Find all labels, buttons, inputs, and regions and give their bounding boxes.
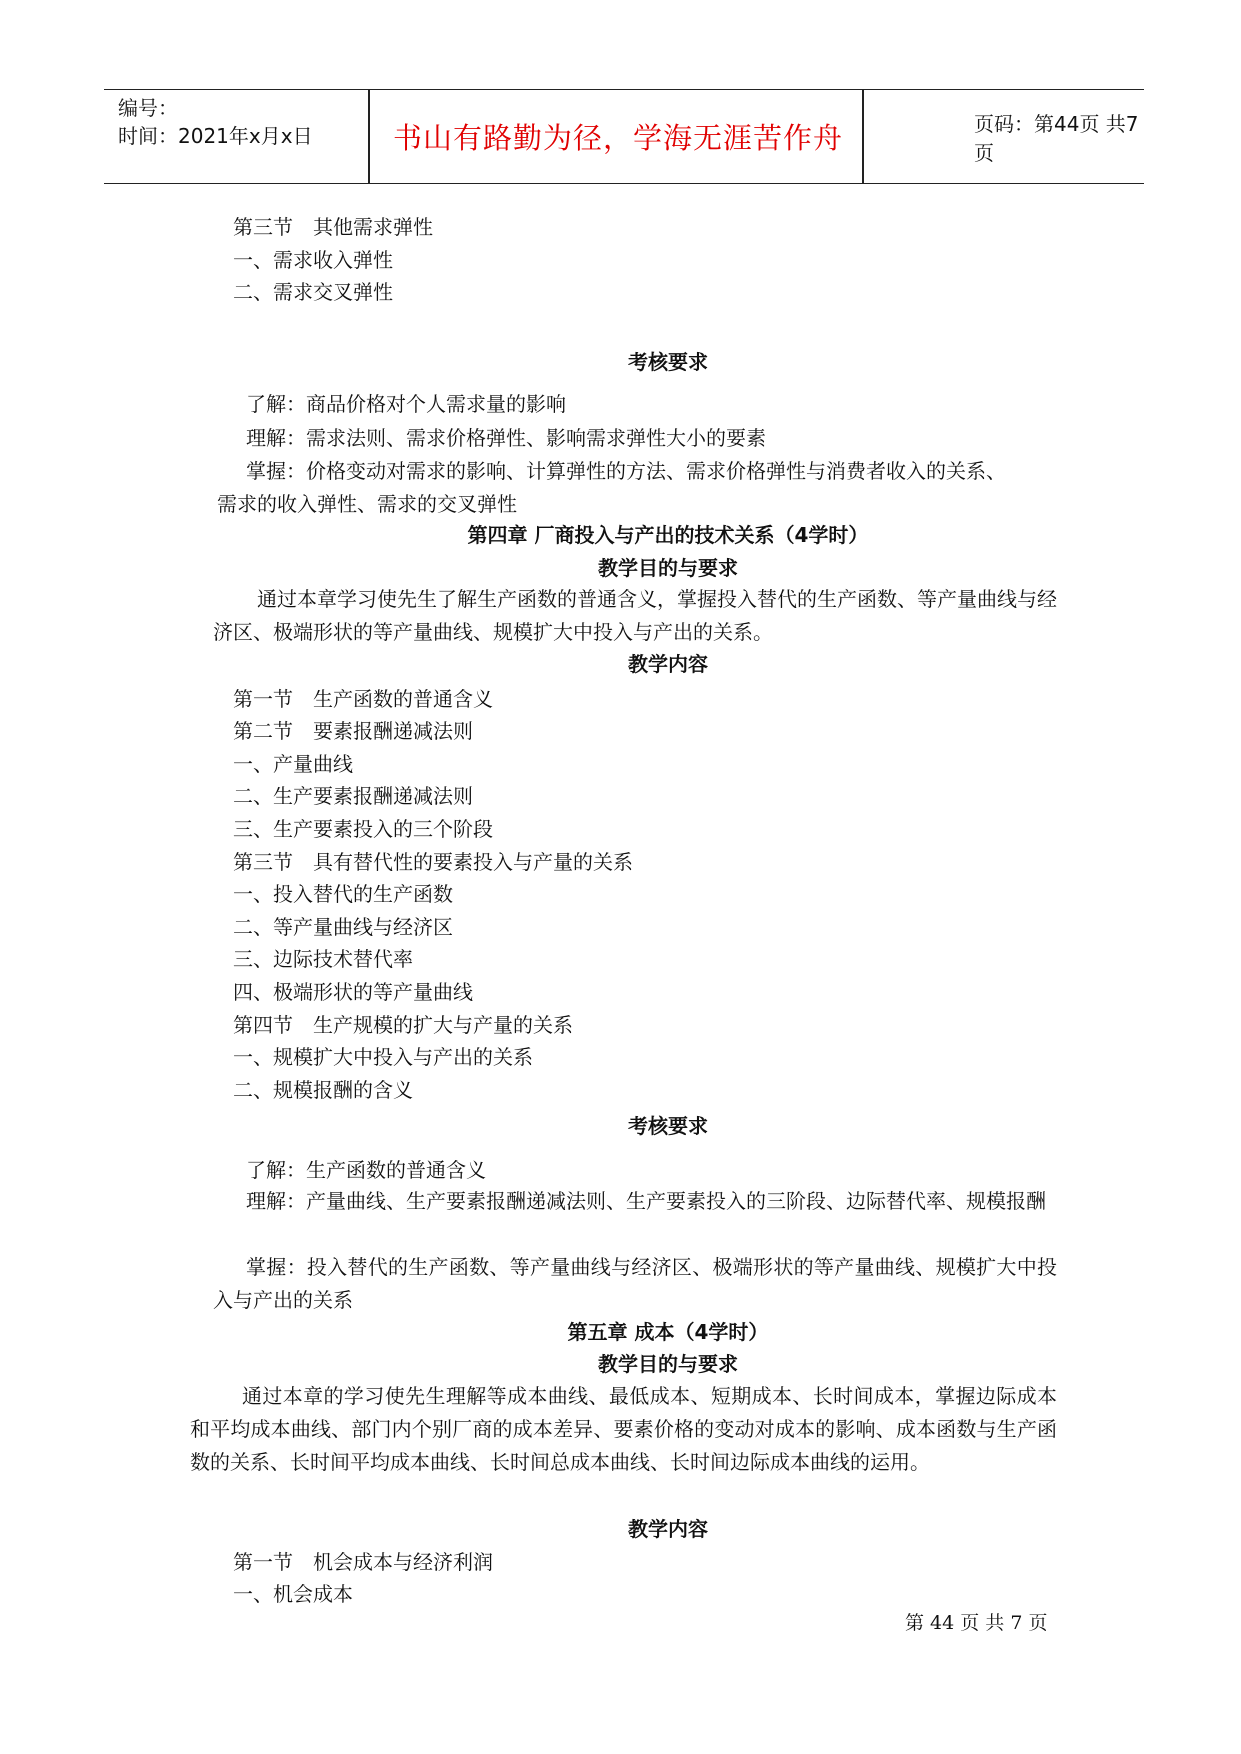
requirement-line: 理解：需求法则、需求价格弹性、影响需求弹性大小的要素 bbox=[246, 426, 766, 450]
chapter-title: 第五章 成本（4学时） bbox=[567, 1320, 769, 1344]
subheading: 考核要求 bbox=[628, 350, 708, 374]
outline-item: 二、需求交叉弹性 bbox=[233, 280, 393, 304]
outline-item: 一、需求收入弹性 bbox=[233, 248, 393, 272]
requirement-line: 了解：商品价格对个人需求量的影响 bbox=[246, 392, 566, 416]
requirement-line: 了解：生产函数的普通含义 bbox=[246, 1158, 486, 1182]
outline-item: 二、规模报酬的含义 bbox=[233, 1078, 413, 1102]
paragraph: 通过本章的学习使先生理解等成本曲线、最低成本、短期成本、长时间成本，掌握边际成本和平均成本曲线、部门内个别厂商的成本差异、要素价格的变动对成本的影响、成本函数与生产函数的关系、长时间平均成本曲线、长时间总成本曲线、长时间边际成本曲线的运用。 bbox=[190, 1384, 1057, 1474]
chapter-title: 第四章 厂商投入与产出的技术关系（4学时） bbox=[467, 523, 869, 547]
requirement-line: 掌握：价格变动对需求的影响、计算弹性的方法、需求价格弹性与消费者收入的关系、 bbox=[246, 459, 1006, 483]
section-heading: 第二节 要素报酬递减法则 bbox=[233, 719, 473, 743]
outline-item: 二、等产量曲线与经济区 bbox=[233, 915, 453, 939]
outline-item: 一、规模扩大中投入与产出的关系 bbox=[233, 1045, 533, 1069]
outline-item: 二、生产要素报酬递减法则 bbox=[233, 784, 473, 808]
outline-item: 一、产量曲线 bbox=[233, 752, 353, 776]
outline-item: 四、极端形状的等产量曲线 bbox=[233, 980, 473, 1004]
paragraph: 掌握：投入替代的生产函数、等产量曲线与经济区、极端形状的等产量曲线、规模扩大中投入与产出的关系 bbox=[213, 1255, 1057, 1312]
paragraph: 通过本章学习使先生了解生产函数的普通含义，掌握投入替代的生产函数、等产量曲线与经济区、极端形状的等产量曲线、规模扩大中投入与产出的关系。 bbox=[213, 587, 1057, 644]
subheading: 教学目的与要求 bbox=[598, 1352, 738, 1376]
header-meta bbox=[118, 94, 313, 150]
page-header bbox=[104, 89, 1144, 184]
section-heading: 第一节 机会成本与经济利润 bbox=[233, 1550, 493, 1574]
outline-item: 一、机会成本 bbox=[233, 1582, 353, 1606]
header-motto: 书山有路勤为径，学海无涯苦作舟 bbox=[392, 121, 843, 155]
requirement-line: 需求的收入弹性、需求的交叉弹性 bbox=[217, 492, 517, 516]
header-divider bbox=[862, 90, 864, 183]
subheading: 教学目的与要求 bbox=[598, 556, 738, 580]
section-heading: 第三节 具有替代性的要素投入与产量的关系 bbox=[233, 850, 633, 874]
outline-item: 一、投入替代的生产函数 bbox=[233, 882, 453, 906]
outline-item: 三、边际技术替代率 bbox=[233, 947, 413, 971]
section-heading: 第一节 生产函数的普通含义 bbox=[233, 687, 493, 711]
subheading: 考核要求 bbox=[628, 1114, 708, 1138]
document-time-label: 时间：2021年x月x日 bbox=[118, 124, 313, 148]
subheading: 教学内容 bbox=[628, 1517, 708, 1541]
header-page-label: 页码：第44页 共7页 bbox=[974, 111, 1139, 165]
paragraph: 理解：产量曲线、生产要素报酬递减法则、生产要素投入的三阶段、边际替代率、规模报酬 bbox=[246, 1189, 1046, 1213]
page-footer: 第 44 页 共 7 页 bbox=[905, 1612, 1048, 1634]
section-heading: 第四节 生产规模的扩大与产量的关系 bbox=[233, 1013, 573, 1037]
document-number-label: 编号： bbox=[118, 96, 178, 120]
section-heading: 第三节 其他需求弹性 bbox=[233, 215, 433, 239]
subheading: 教学内容 bbox=[628, 652, 708, 676]
outline-item: 三、生产要素投入的三个阶段 bbox=[233, 817, 493, 841]
